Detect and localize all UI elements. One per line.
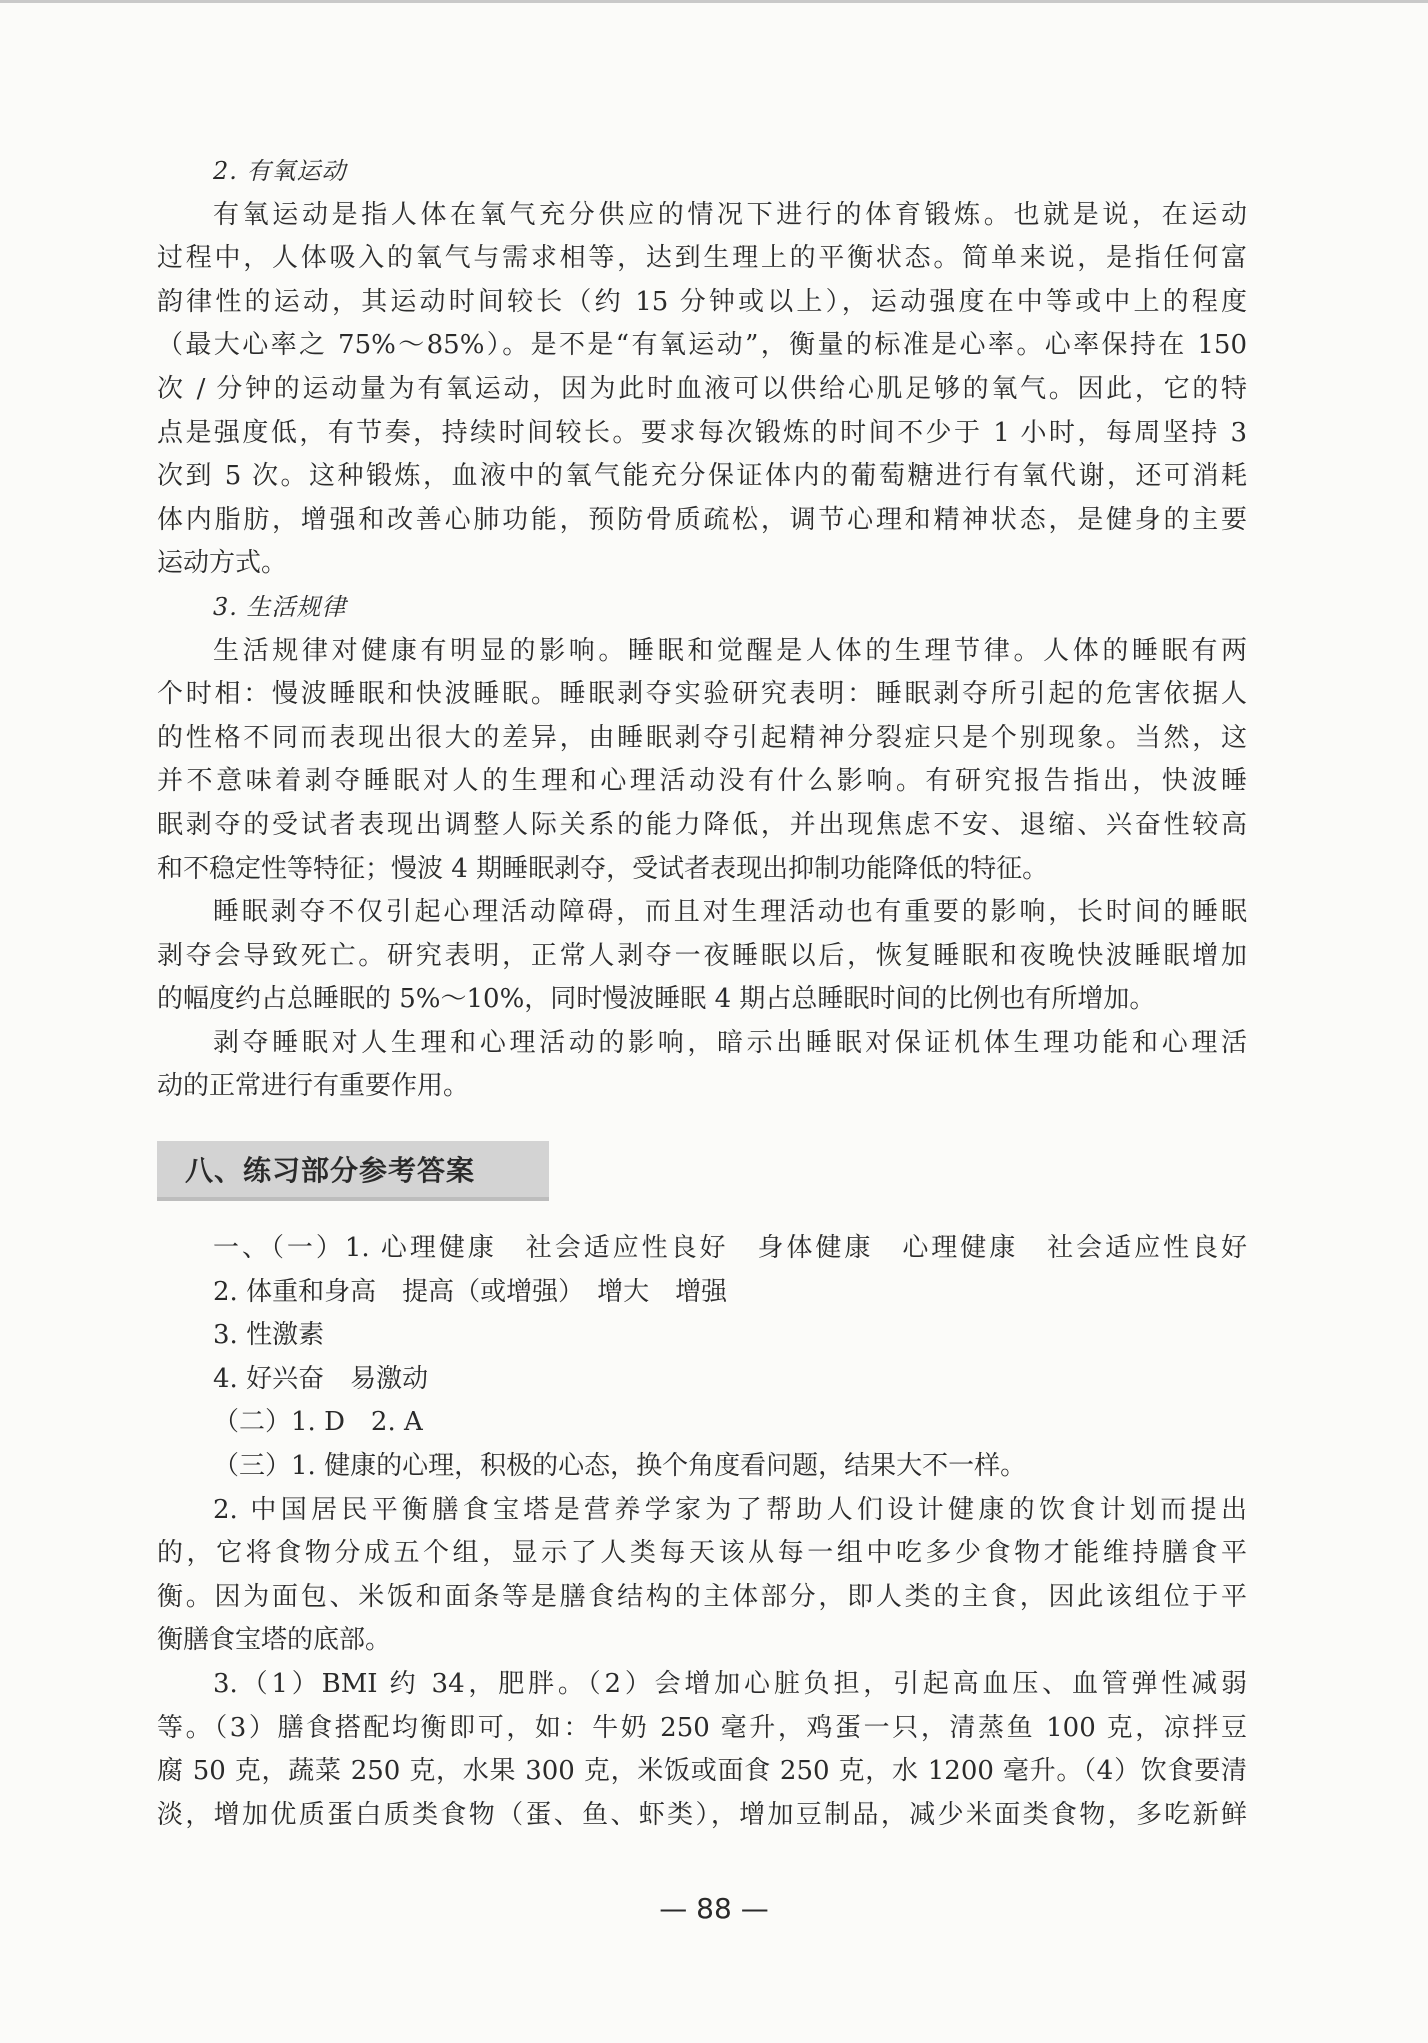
answer-line: 一、（一）1. 心理健康 社会适应性良好 身体健康 心理健康 社会适应性良好 <box>213 1233 1247 1264</box>
top-edge-rule <box>0 0 1428 3</box>
answer-line: 3. 性激素 <box>213 1320 325 1351</box>
answer-line: 4. 好兴奋 易激动 <box>213 1363 429 1394</box>
answer-paragraph-bmi <box>157 1663 1247 1837</box>
subheading-aerobic-exercise: 2. 有氧运动 <box>213 157 347 185</box>
text-line: 点是强度低，有节奏，持续时间较长。要求每次锻炼的时间不少于 1 小时，每周坚持 3 <box>157 417 1247 448</box>
text-line: 动的正常进行有重要作用。 <box>157 1071 470 1102</box>
text-line: 次到 5 次。这种锻炼，血液中的氧气能充分保证体内的葡萄糖进行有氧代谢，还可消耗 <box>157 461 1247 492</box>
text-line: 个时相：慢波睡眠和快波睡眠。睡眠剥夺实验研究表明：睡眠剥夺所引起的危害依据人 <box>157 679 1247 710</box>
text-line: 体内脂肪，增强和改善心肺功能，预防骨质疏松，调节心理和精神状态，是健身的主要 <box>157 504 1247 535</box>
section-heading-bar <box>157 1141 549 1201</box>
text-line: 韵律性的运动，其运动时间较长（约 15 分钟或以上），运动强度在中等或中上的程度 <box>157 286 1247 317</box>
text-line: 3.（1）BMI 约 34，肥胖。（2）会增加心脏负担，引起高血压、血管弹性减弱 <box>213 1669 1247 1699</box>
text-line: （最大心率之 75%～85%）。是不是“有氧运动”，衡量的标准是心率。心率保持在 150 <box>157 330 1247 361</box>
page-content <box>157 150 1247 1837</box>
answer-list <box>157 1227 1247 1489</box>
text-line: 和不稳定性等特征；慢波 4 期睡眠剥夺，受试者表现出抑制功能降低的特征。 <box>157 853 1049 884</box>
text-line: 的，它将食物分成五个组，显示了人类每天该从每一组中吃多少食物才能维持膳食平 <box>157 1538 1247 1569</box>
text-line: 次 / 分钟的运动量为有氧运动，因为此时血液可以供给心肌足够的氧气。因此，它的特 <box>157 373 1247 404</box>
text-line: 2. 中国居民平衡膳食宝塔是营养学家为了帮助人们设计健康的饮食计划而提出 <box>213 1494 1247 1525</box>
text-line: 淡，增加优质蛋白质类食物（蛋、鱼、虾类），增加豆制品，减少米面类食物，多吃新鲜 <box>157 1799 1247 1830</box>
text-line: 衡膳食宝塔的底部。 <box>157 1625 392 1656</box>
answer-line: （二）1. D 2. A <box>213 1407 423 1438</box>
paragraph-sleep-rhythm <box>157 630 1247 892</box>
paragraph-sleep-deprivation <box>157 891 1247 1022</box>
text-line: 有氧运动是指人体在氧气充分供应的情况下进行的体育锻炼。也就是说，在运动 <box>213 199 1247 230</box>
answer-line: （三）1. 健康的心理，积极的心态，换个角度看问题，结果大不一样。 <box>213 1451 1027 1482</box>
text-line: 睡眠剥夺不仅引起心理活动障碍，而且对生理活动也有重要的影响，长时间的睡眠 <box>213 897 1247 928</box>
text-line: 等。（3）膳食搭配均衡即可，如：牛奶 250 毫升，鸡蛋一只，清蒸鱼 100 克，凉拌豆 <box>157 1712 1247 1743</box>
text-line: 运动方式。 <box>157 548 288 579</box>
text-line: 生活规律对健康有明显的影响。睡眠和觉醒是人体的生理节律。人体的睡眠有两 <box>213 635 1247 666</box>
text-line: 眠剥夺的受试者表现出调整人际关系的能力降低，并出现焦虑不安、退缩、兴奋性较高 <box>157 809 1247 840</box>
page-number: — 88 — <box>659 1892 769 1925</box>
text-line: 衡。因为面包、米饭和面条等是膳食结构的主体部分，即人类的主食，因此该组位于平 <box>157 1581 1247 1612</box>
answer-paragraph-food-pyramid <box>157 1489 1247 1663</box>
text-line: 的幅度约占总睡眠的 5%～10%，同时慢波睡眠 4 期占总睡眠时间的比例也有所增加。 <box>157 984 1156 1015</box>
text-line: 剥夺睡眠对人生理和心理活动的影响，暗示出睡眠对保证机体生理功能和心理活 <box>213 1027 1247 1058</box>
text-line: 的性格不同而表现出很大的差异，由睡眠剥夺引起精神分裂症只是个别现象。当然，这 <box>157 722 1247 753</box>
paragraph-sleep-importance <box>157 1022 1247 1109</box>
text-line: 剥夺会导致死亡。研究表明，正常人剥夺一夜睡眠以后，恢复睡眠和夜晚快波睡眠增加 <box>157 940 1247 971</box>
text-line: 腐 50 克，蔬菜 250 克，水果 300 克，米饭或面食 250 克，水 1200 毫升。（4）饮食要清 <box>157 1756 1247 1787</box>
answer-line: 2. 体重和身高 提高（或增强） 增大 增强 <box>213 1276 728 1307</box>
section-title: 八、练习部分参考答案 <box>185 1154 476 1188</box>
paragraph-aerobic-exercise <box>157 194 1247 586</box>
subheading-life-regularity: 3. 生活规律 <box>213 592 347 621</box>
text-line: 过程中，人体吸入的氧气与需求相等，达到生理上的平衡状态。简单来说，是指任何富 <box>157 243 1247 274</box>
text-line: 并不意味着剥夺睡眠对人的生理和心理活动没有什么影响。有研究报告指出，快波睡 <box>157 766 1247 797</box>
